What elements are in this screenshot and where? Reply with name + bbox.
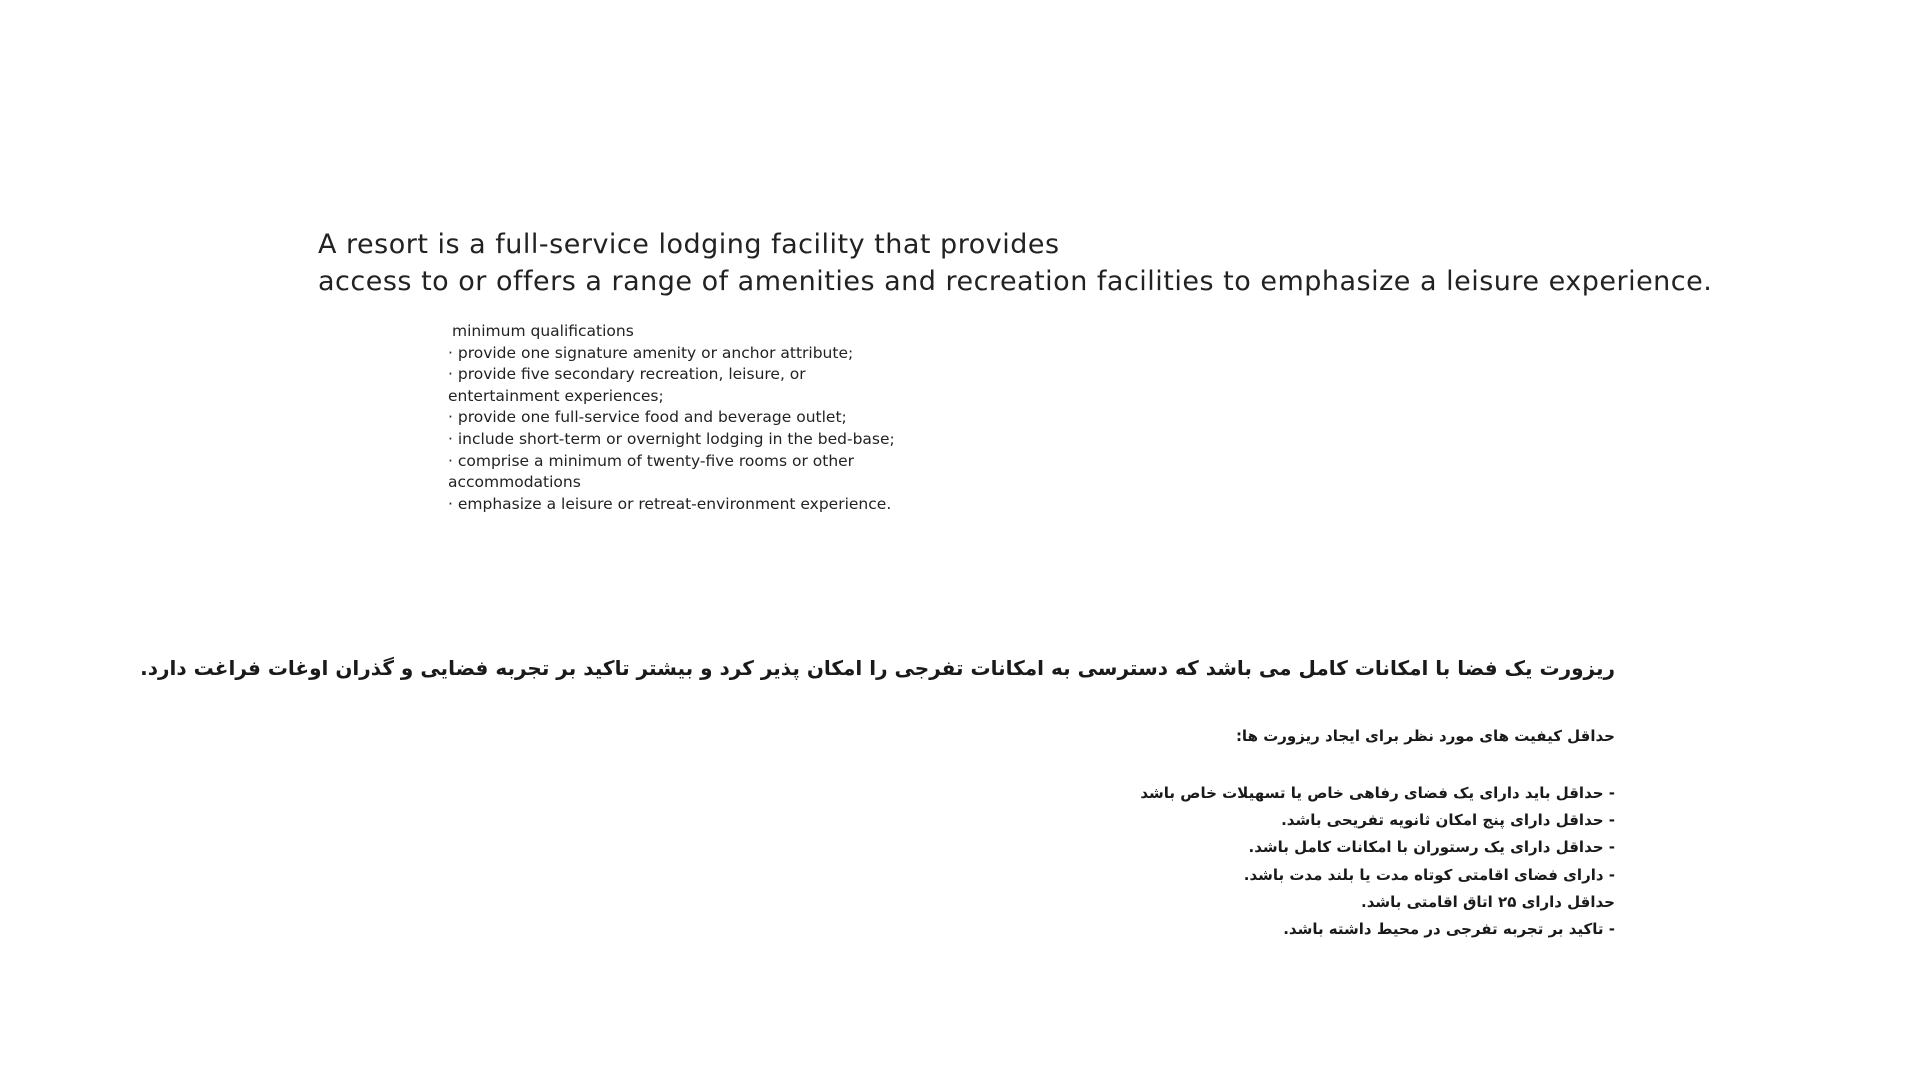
list-item: حداقل دارای ۲۵ اتاق اقامتی باشد. — [1361, 892, 1615, 911]
english-qualifications — [448, 321, 928, 515]
list-item: - حداقل دارای یک رستوران با امکانات کامل باشد. — [1248, 838, 1615, 857]
list-item: entertainment experiences; — [448, 386, 664, 405]
persian-title: ریزورت یک فضا با امکانات کامل می باشد که دسترسی به امکانات تفرجی را امکان پذیر کرد و بیشتر تاکید بر تجربه فضایی و گذران اوغات فراغت دارد. — [140, 656, 1615, 680]
list-item: · provide one signature amenity or anchor attribute; — [448, 343, 854, 362]
list-item: · include short-term or overnight lodging in the bed-base; — [448, 429, 895, 448]
persian-qualifications-list — [915, 780, 1615, 943]
list-item: - حداقل دارای پنج امکان ثانویه تفریحی باشد. — [1281, 811, 1615, 830]
english-headline — [318, 226, 1713, 300]
list-item: - تاکید بر تجربه تفرجی در محیط داشته باشد. — [1283, 920, 1615, 939]
list-item: · provide one full-service food and beverage outlet; — [448, 408, 847, 427]
persian-qualifications-heading: حداقل کیفیت های مورد نظر برای ایجاد ریزورت ها: — [1235, 727, 1615, 745]
headline-line: access to or offers a range of amenities and recreation facilities to emphasize a leisure experience. — [318, 266, 1713, 297]
qualifications-heading: minimum qualifications — [452, 322, 634, 340]
list-item: - حداقل باید دارای یک فضای رفاهی خاص یا تسهیلات خاص باشد — [1140, 784, 1615, 802]
list-item: accommodations — [448, 473, 581, 492]
list-item: - دارای فضای اقامتی کوتاه مدت یا بلند مدت باشد. — [1243, 865, 1615, 884]
list-item: · emphasize a leisure or retreat-environment experience. — [448, 494, 892, 513]
list-item: · comprise a minimum of twenty-five rooms or other — [448, 451, 855, 470]
headline-line: A resort is a full-service lodging facility that provides — [318, 229, 1060, 260]
qualifications-list — [448, 343, 928, 516]
list-item: · provide five secondary recreation, leisure, or — [448, 365, 806, 384]
